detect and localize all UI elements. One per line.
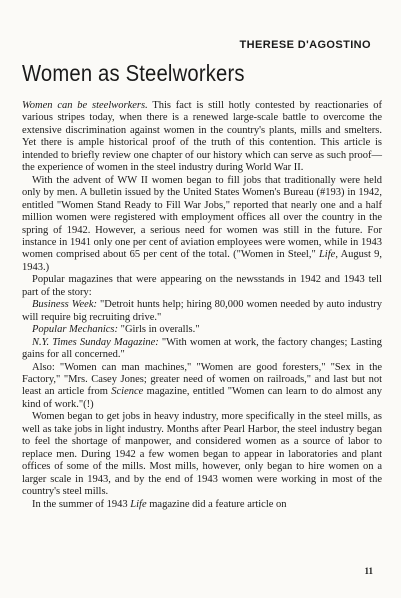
paragraph-1: Women can be steelworkers. This fact is still hotly contested by reactionaries of various stripes today, when there is a renewed large-scale battle to overcome the extensive discrimination against women in the country's plants, mills and smelters. Yet there is ample historical proof of the truth of this contention. This article is intended to briefly review one chapter of our history which can serve as such proof—the experience of women in the steel industry during World War II. bbox=[22, 100, 382, 174]
author-header: THERESE D'AGOSTINO bbox=[239, 39, 371, 51]
quote-business-week: Business Week: "Detroit hunts help; hiring 80,000 women needed by auto industry will require big recruiting drive." bbox=[22, 299, 382, 323]
page-number: 11 bbox=[364, 566, 373, 576]
quote-ny-times: N.Y. Times Sunday Magazine: "With women at work, the factory changes; Lasting gains for all concerned." bbox=[22, 336, 382, 361]
paragraph-5: In the summer of 1943 Life magazine did a feature article on bbox=[32, 498, 287, 510]
magazine-name: Life bbox=[130, 498, 147, 510]
article-title: Women as Steelworkers bbox=[22, 60, 245, 86]
magazine-name: Science bbox=[111, 386, 144, 398]
article-body bbox=[22, 100, 382, 511]
lead-phrase: Women can be steelworkers. bbox=[22, 100, 148, 111]
paragraph-2: With the advent of WW II women began to fill jobs that traditionally were held only by men. A bulletin issued by the United States Women's Bureau (#193) in 1942, entitled "Women Stand Ready to Fill War Jobs," reported that nearly one and a half million women were registered with employment offices all over the country in the spring of 1942. However, a serious need for women was still in the future. For instance in 1941 only one per cent of aviation employees were women, while in 1943 women comprised about 65 per cent of the total. ("Women in Steel," Life, August 9, 1943.) bbox=[22, 174, 382, 273]
paragraph-4: Women began to get jobs in heavy industry, more specifically in the steel mills, as well as take jobs in light industry. Months after Pearl Harbor, the steel industry began to feel the shortage of manpower, and considered women as a source of labor to replace men. During 1942 a few women began to appear in laboratories and plant offices of some of the mills. Most mills, however, only began to hire women on a larger scale in 1943, and by the end of 1943 women were working in most of the country's steel mills. bbox=[22, 411, 382, 498]
magazine-name: Life bbox=[318, 249, 336, 261]
paragraph-3: Popular magazines that were appearing on the newsstands in 1942 and 1943 tell part of the story: bbox=[22, 274, 382, 298]
quote-also: Also: "Women can man machines," "Women are good foresters," "Sex in the Factory," "Mrs. Casey Jones; greater need of women on railroads," and last but not least an article from Science magazine, entitled "Women can learn to do almost any kind of work."(!) bbox=[22, 361, 382, 410]
quote-popular-mechanics: Popular Mechanics: "Girls in overalls." bbox=[32, 324, 200, 336]
